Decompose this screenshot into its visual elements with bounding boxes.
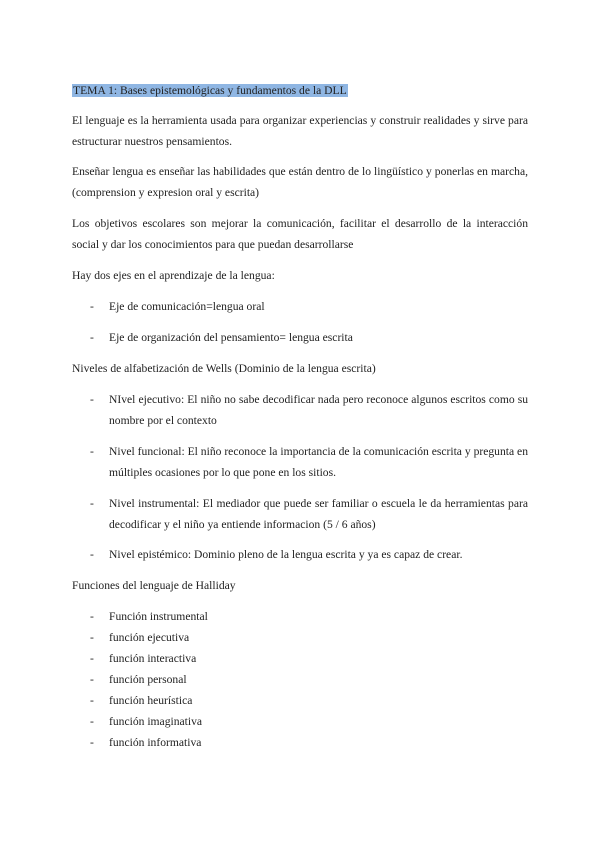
list-item [90, 493, 528, 535]
wells-heading: Niveles de alfabetización de Wells (Dominio de la lengua escrita) [72, 362, 376, 375]
list-item [90, 690, 528, 711]
list-item [90, 296, 528, 317]
list-item [90, 627, 528, 648]
list-item [90, 441, 528, 483]
list-item-text: función ejecutiva [109, 631, 190, 644]
paragraph-ejes-intro: Hay dos ejes en el aprendizaje de la lengua: [72, 269, 275, 282]
dash-bullet: - [90, 497, 94, 510]
wells-list-4 [90, 544, 528, 565]
wells-list-2 [90, 441, 528, 483]
paragraph-lenguaje: El lenguaje es la herramienta usada para organizar experiencias y construir realidades y sirve para estructurar nuestros pensamientos. [72, 114, 528, 148]
list-item-text: Eje de comunicación=lengua oral [109, 300, 265, 313]
dash-bullet: - [90, 694, 94, 707]
list-item-text: función informativa [109, 736, 202, 749]
paragraph-ensenar-lengua: Enseñar lengua es enseñar las habilidades que están dentro de lo lingüístico y ponerlas en marcha, (comprension y expresion oral y escrita) [72, 165, 528, 199]
list-item [90, 711, 528, 732]
dash-bullet: - [90, 548, 94, 561]
list-item-text: Nivel epistémico: Dominio pleno de la lengua escrita y ya es capaz de crear. [109, 548, 463, 561]
dash-bullet: - [90, 736, 94, 749]
dash-bullet: - [90, 652, 94, 665]
dash-bullet: - [90, 673, 94, 686]
list-item-text: Nivel instrumental: El mediador que puede ser familiar o escuela le da herramientas para decodificar y el niño ya entiende informacion (5 / 6 años) [109, 497, 528, 531]
dash-bullet: - [90, 715, 94, 728]
list-item [90, 389, 528, 431]
dash-bullet: - [90, 393, 94, 406]
dash-bullet: - [90, 445, 94, 458]
title-line [72, 80, 528, 101]
wells-list-3 [90, 493, 528, 535]
list-item-text: Nivel funcional: El niño reconoce la importancia de la comunicación escrita y pregunta en múltiples ocasiones por lo que pone en los sitios. [109, 445, 528, 479]
dash-bullet: - [90, 331, 94, 344]
halliday-heading: Funciones del lenguaje de Halliday [72, 579, 236, 592]
list-item [90, 669, 528, 690]
list-item [90, 327, 528, 348]
list-item-text: Eje de organización del pensamiento= lengua escrita [109, 331, 353, 344]
ejes-list [90, 296, 528, 317]
document-title: TEMA 1: Bases epistemológicas y fundamentos de la DLL [73, 84, 347, 97]
wells-list-1 [90, 389, 528, 431]
list-item-text: función heurística [109, 694, 193, 707]
list-item-text: Función instrumental [109, 610, 208, 623]
dash-bullet: - [90, 610, 94, 623]
list-item [90, 544, 528, 565]
dash-bullet: - [90, 631, 94, 644]
list-item-text: NIvel ejecutivo: El niño no sabe decodificar nada pero reconoce algunos escritos como su nombre por el contexto [109, 393, 528, 427]
ejes-list-2 [90, 327, 528, 348]
paragraph-objetivos: Los objetivos escolares son mejorar la comunicación, facilitar el desarrollo de la interacción social y dar los conocimientos para que puedan desarrollarse [72, 217, 528, 251]
list-item-text: función personal [109, 673, 187, 686]
list-item [90, 648, 528, 669]
list-item [90, 606, 528, 627]
dash-bullet: - [90, 300, 94, 313]
list-item [90, 732, 528, 753]
list-item-text: función interactiva [109, 652, 197, 665]
list-item-text: función imaginativa [109, 715, 203, 728]
halliday-list [90, 606, 528, 753]
